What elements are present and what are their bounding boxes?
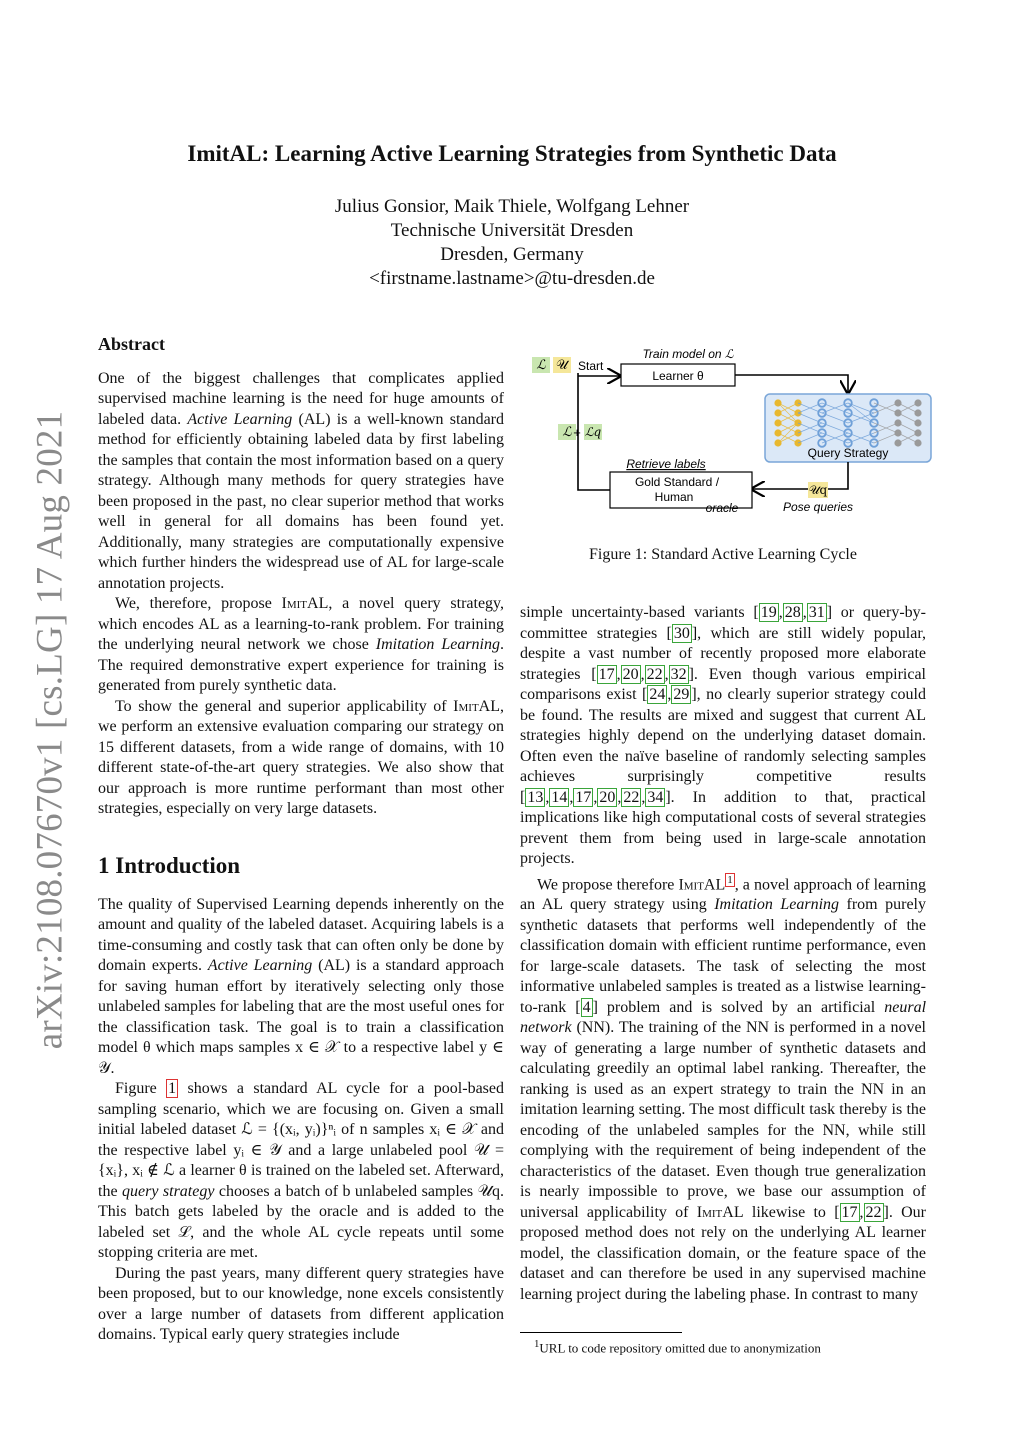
svg-text:ℒ: ℒ bbox=[562, 425, 572, 440]
author-names: Julius Gonsior, Maik Thiele, Wolfgang Lehner bbox=[334, 196, 690, 217]
citation-link[interactable]: 32 bbox=[670, 665, 687, 683]
abstract-paragraph: We, therefore, propose ImitAL, a novel query strategy, which encodes AL as a learning-to-rank problem. For training the underlying neural network we chose Imitation Learning. The required demonstrative expert experience for training is generated from purely synthetic data. bbox=[98, 595, 505, 694]
svg-text:𝒰q: 𝒰q bbox=[808, 483, 828, 497]
author-email: <firstname.lastname>@tu-dresden.de bbox=[369, 268, 655, 289]
oracle-label: oracle bbox=[705, 501, 739, 515]
svg-text:ℒq: ℒq bbox=[584, 425, 602, 439]
citation-link[interactable]: 20 bbox=[599, 788, 616, 806]
abstract-section bbox=[98, 334, 504, 820]
start-label: Start bbox=[578, 359, 604, 373]
train-arrow bbox=[735, 375, 848, 393]
citation-link[interactable]: 14 bbox=[551, 788, 568, 806]
svg-text:+: + bbox=[573, 425, 581, 440]
right-column-text bbox=[520, 603, 926, 1305]
figure-ref-link[interactable]: 1 bbox=[168, 1080, 177, 1097]
citation-link[interactable]: 29 bbox=[673, 686, 690, 703]
citation-link[interactable]: 4 bbox=[582, 998, 591, 1016]
introduction-heading: 1 Introduction bbox=[98, 853, 241, 878]
citation-link[interactable]: 17 bbox=[841, 1203, 858, 1221]
citation-link[interactable]: 13 bbox=[527, 788, 544, 806]
abstract-paragraph: One of the biggest challenges that complicates applied supervised machine learning is the need for huge amounts of labeled data. Active Learning (AL) is a well-known standard method for efficiently obtaining labeled data by first labeling the samples that contain the most information based on a query strategy. Although many methods for query strategies have been proposed in the past, no clear superior method that works well in general for all domains has been found yet. Additionally, many strategies are computationally expensive which further hinders the widespread use of AL for large-scale annotation projects. bbox=[98, 369, 504, 592]
citation-link[interactable]: 17 bbox=[598, 665, 615, 683]
abstract-paragraph: To show the general and superior applicability of ImitAL, we perform an extensive evaluation comparing our strategy on 15 different datasets, from a wide range of domains, with 10 different state-of-the-art query strategies. We also show that our approach is more runtime performant than most other strategies, especially on very large datasets. bbox=[98, 697, 504, 817]
citation-link[interactable]: 31 bbox=[808, 604, 825, 621]
retrieve-labels-label: Retrieve labels bbox=[626, 457, 706, 471]
citation-link[interactable]: 30 bbox=[673, 624, 690, 642]
footnote-ref-link[interactable]: 1 bbox=[727, 873, 733, 886]
paper-title: ImitAL: Learning Active Learning Strategies from Synthetic Data bbox=[187, 141, 837, 166]
citation-link[interactable]: 20 bbox=[622, 665, 639, 683]
citation-link[interactable]: 19 bbox=[760, 604, 777, 621]
citation-link[interactable]: 22 bbox=[623, 788, 640, 806]
body-paragraph: We propose therefore ImitAL $^1$ , a novel approach of learning an AL query strategy using Imitation Learning from purely synthetic datasets that performs well independently of the classification domain with efficient runtime performance, even for large-scale datasets. The task of selecting the most informative unlabeled samples is treated as a listwise learning-to-rank [ 4 ] problem and is solved by an artificial neural network (NN). The training of the NN is performed in a novel way of generating a large number of synthetic datasets and calculating greedily an optimal label ranking. Thereafter, the ranking is used as an expert strategy to train the NN in an imitation learning setting. The most difficult task thereby is the encoding of the unlabeled samples for the NN, while still complying with the requirement of being independent of the characteristics of the dataset. Even though true generalization is nearly impossible to prove, we base our assumption of universal applicability of ImitAL likewise to [ 17 , 22 ]. Our proposed method does not rely on the underlying AL learner model, the classification domain, or the feature space of the dataset and can therefore be used in any supervised machine learning project during the labeling phase. In contrast to many bbox=[520, 873, 927, 1303]
citation-link[interactable]: 22 bbox=[646, 665, 663, 683]
author-location: Dresden, Germany bbox=[440, 244, 584, 265]
abstract-heading: Abstract bbox=[98, 334, 165, 354]
svg-text:𝒰: 𝒰 bbox=[556, 358, 568, 373]
gold-standard-label: Gold Standard / bbox=[634, 475, 720, 489]
author-affiliation: Technische Universität Dresden bbox=[390, 220, 634, 241]
figure-caption: Figure 1: Standard Active Learning Cycle bbox=[589, 546, 857, 563]
citation-link[interactable]: 22 bbox=[865, 1203, 882, 1221]
footnote-rule bbox=[520, 1332, 682, 1333]
intro-paragraph: During the past years, many different query strategies have been proposed, but to our knowledge, none excels consistently over a large number of datasets from different application domains. Typical early query strategies include bbox=[98, 1264, 504, 1343]
footnote: $^1$URL to code repository omitted due to anonymization bbox=[534, 1338, 821, 1356]
body-paragraph: simple uncertainty-based variants [ 19 , 28 , 31 ] or query-by-committee strategies [ 30 ], which are still widely popular, despite a vast number of recently proposed more elaborate strategies [ 17 , 20 , 22 , 32 ]. Even though various empirical comparisons exist [ 24 , 29 ], no clearly superior strategy could be found. The results are mixed and suggest that current AL strategies highly depend on the underlying dataset domain. Often even the naïve baseline of randomly selecting samples achieves surprisingly competitive results [ 13 , 14 , 17 , 20 , 22 , 34 ]. In addition to that, practical implications like high computational costs of several strategies prevent them from being used in large-scale annotation projects. bbox=[520, 604, 927, 867]
intro-paragraph: Figure 1 shows a standard AL cycle for a pool-based sampling scenario, which we are focusing on. Given a small initial labeled dataset ℒ = {(xᵢ, yᵢ)}ⁿᵢ of n samples xᵢ ∈ 𝒳 and the respective label yᵢ ∈ 𝒴 and a large unlabeled pool 𝒰 = {xᵢ}, xᵢ ∉ ℒ a learner θ is trained on the labeled set. Afterward, the query strategy chooses a batch of b unlabeled samples 𝒰q. This batch gets labeled by the oracle and is added to the labeled set ℒ, and the whole AL cycle repeats until some stopping criteria are met. bbox=[98, 1080, 505, 1261]
return-line bbox=[578, 480, 610, 490]
citation-link[interactable]: 28 bbox=[784, 604, 801, 621]
pose-queries-label: Pose queries bbox=[782, 500, 854, 514]
citation-link[interactable]: 17 bbox=[575, 788, 592, 806]
citation-link[interactable]: 34 bbox=[647, 788, 664, 806]
learner-label: Learner θ bbox=[652, 369, 704, 383]
citation-link[interactable]: 24 bbox=[649, 686, 666, 703]
intro-paragraph: The quality of Supervised Learning depends inherently on the amount and quality of the labeled dataset. Acquiring labels is a time-consuming and costly task that can often only be done by domain experts. Active Learning (AL) is a standard approach for saving human effort by iteratively selecting only those unlabeled samples for labeling that are the most useful ones for the classification task. The goal is to train a classification model θ which maps samples x ∈ 𝒳 to a respective label y ∈ 𝒴. bbox=[98, 895, 505, 1077]
introduction-section bbox=[98, 853, 505, 1346]
query-strategy-label: Query Strategy bbox=[807, 446, 889, 460]
query-arrow bbox=[752, 462, 848, 489]
train-model-label: Train model on ℒ bbox=[642, 347, 734, 361]
al-cycle-figure bbox=[520, 340, 940, 530]
human-label: Human bbox=[654, 490, 694, 504]
svg-text:ℒ: ℒ bbox=[536, 358, 546, 373]
